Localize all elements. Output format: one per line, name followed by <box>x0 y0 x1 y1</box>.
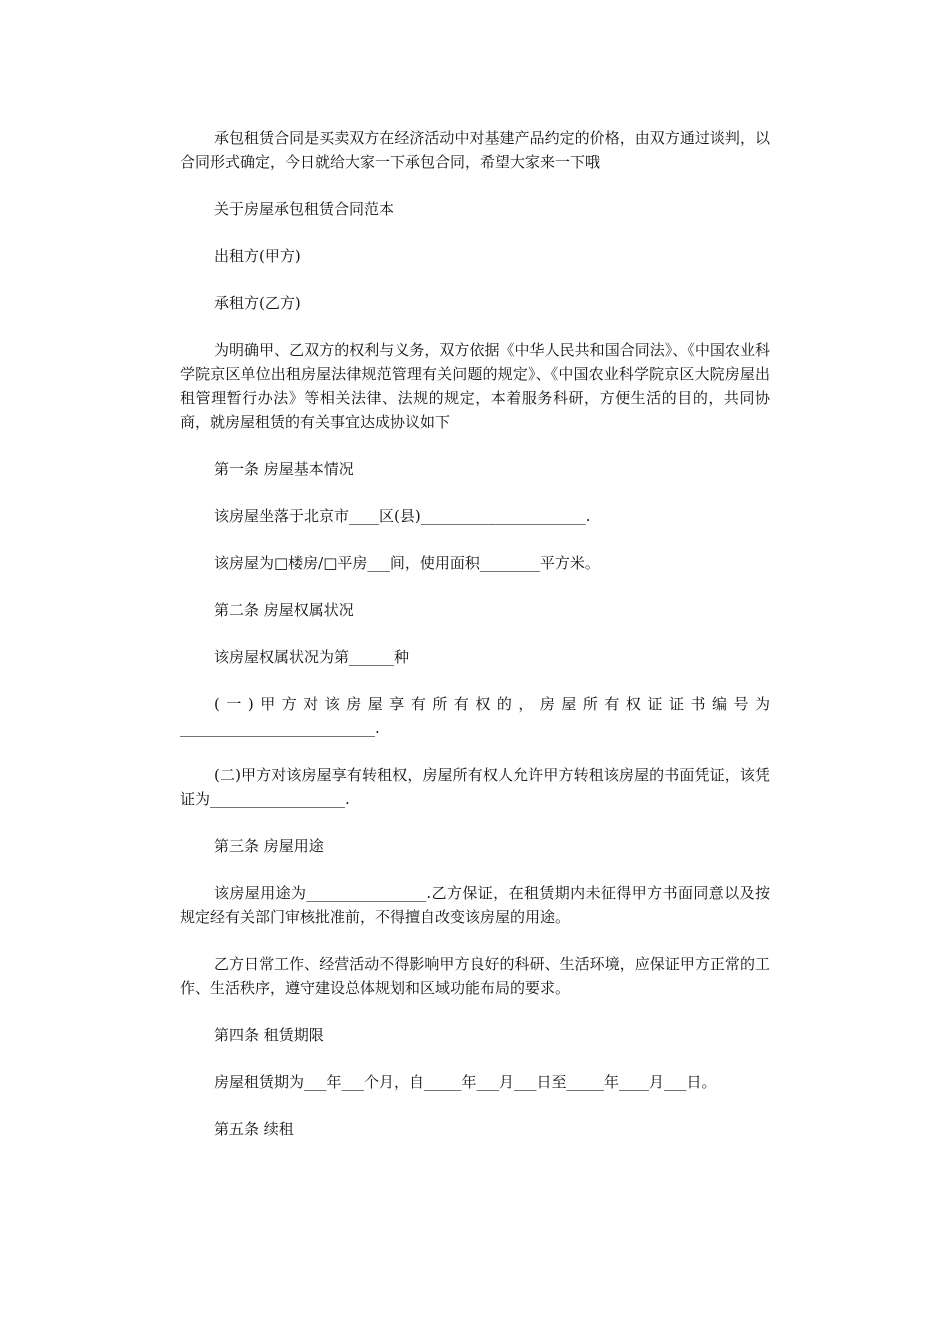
lessor-line: 出租方(甲方) <box>214 247 301 265</box>
house-location-line: 该房屋坐落于北京市____区(县)______________________. <box>214 507 591 525</box>
ownership-clause-1: (一)甲方对该房屋享有所有权的，房屋所有权证证书编号为__________________________. <box>180 695 770 737</box>
house-type-line: 该房屋为□楼房/□平房___间，使用面积________平方米。 <box>214 554 600 572</box>
intro-paragraph: 承包租赁合同是买卖双方在经济活动中对基建产品约定的价格，由双方通过谈判，以合同形式确定，今日就给大家一下承包合同，希望大家来一下哦 <box>180 129 770 171</box>
article-1-heading: 第一条 房屋基本情况 <box>214 460 354 478</box>
document-title: 关于房屋承包租赁合同范本 <box>214 200 395 218</box>
ownership-clause-2: (二)甲方对该房屋享有转租权，房屋所有权人允许甲方转租该房屋的书面凭证，该凭证为__________________. <box>180 766 770 808</box>
article-4-heading: 第四条 租赁期限 <box>214 1026 324 1044</box>
document-body <box>180 126 770 1164</box>
house-use-paragraph: 该房屋用途为________________.乙方保证，在租赁期内未征得甲方书面同意以及按规定经有关部门审核批准前，不得擅自改变该房屋的用途。 <box>180 884 770 926</box>
lessee-line: 承租方(乙方) <box>214 294 301 312</box>
preamble-paragraph: 为明确甲、乙双方的权利与义务，双方依据《中华人民共和国合同法》、《中国农业科学院京区单位出租房屋法律规范管理有关问题的规定》、《中国农业科学院京区大院房屋出租管理暂行办法》等相关法律、法规的规定，本着服务科研，方便生活的目的，共同协商，就房屋租赁的有关事宜达成协议如下 <box>180 341 770 431</box>
article-2-heading: 第二条 房屋权属状况 <box>214 601 354 619</box>
article-5-heading: 第五条 续租 <box>214 1120 294 1138</box>
ownership-type-line: 该房屋权属状况为第______种 <box>214 648 410 666</box>
lease-term-line: 房屋租赁期为___年___个月，自_____年___月___日至_____年____月___日。 <box>214 1073 717 1091</box>
article-3-heading: 第三条 房屋用途 <box>214 837 324 855</box>
lessee-obligation-paragraph: 乙方日常工作、经营活动不得影响甲方良好的科研、生活环境，应保证甲方正常的工作、生活秩序，遵守建设总体规划和区域功能布局的要求。 <box>180 955 770 997</box>
